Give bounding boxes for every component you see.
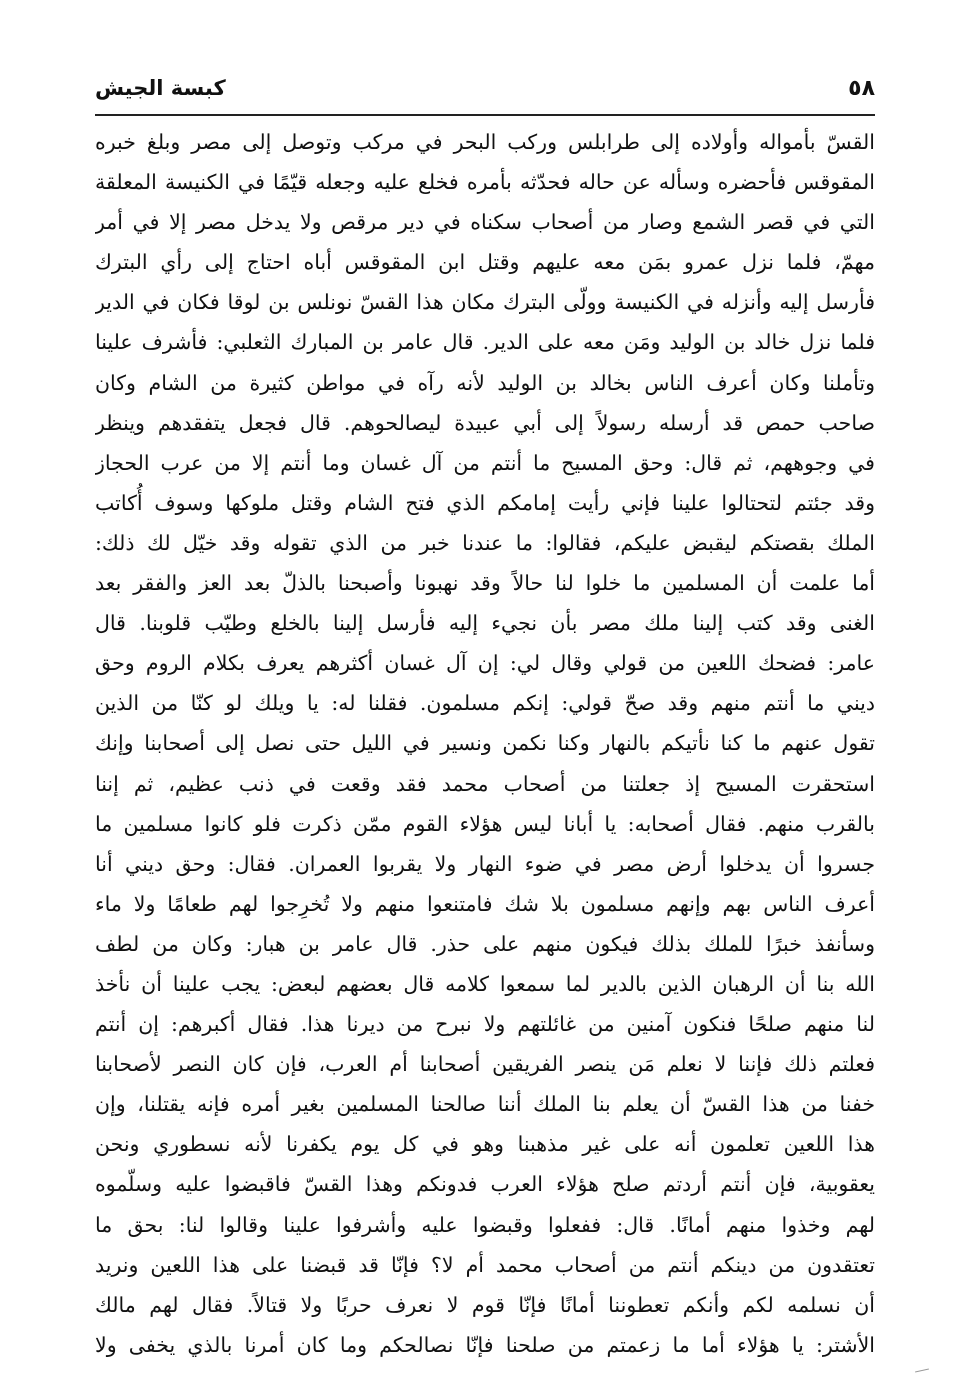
text-line: أن نسلمه لكم وأنكم تعطوننا أمانًا فإنّا قوم لا نعرف حربًا ولا قتالاً. فقال لهم مالك xyxy=(95,1292,875,1317)
page-header xyxy=(95,72,875,112)
text-line: المقوقس فأحضره وسأله عن حاله فحدّثه بأمره فخلع عليه وجعله قيّمًا في الكنيسة المعلقة xyxy=(95,170,875,195)
text-line: ديني ما أنتم منهم وقد صحّ قولي: إنكم مسلمون. فقلنا له: يا ويلك لو كنّا من الذين xyxy=(95,691,875,716)
text-line: فعلتم ذلك فإننا لا نعلم مَن ينصر الفريقين أصحابنا أم العرب، فإن كان النصر لأصحابنا xyxy=(95,1052,875,1077)
text-line: تعتقدون من دينكم أنتم من أصحاب محمد أم لا؟ فإنّا قد قبضنا على هذا اللعين ونريد xyxy=(95,1252,875,1277)
text-line: الغنى وقد كتب إلينا ملك مصر بأن نجيء إليه فأرسل إلينا بالخلع وطيّب قلوبنا. قال xyxy=(95,611,875,636)
text-line: هذا اللعين تعلمون أنه على غير مذهبنا وهو في كل يوم يكفرنا لأنه نسطوري ونحن xyxy=(95,1132,875,1157)
text-line: الله بنا أن الرهبان الذين بالدير لما سمعوا كلامه قال بعضهم لبعض: يجب علينا أن نأخذ xyxy=(95,971,875,996)
page-number: ٥٨ xyxy=(848,76,875,101)
text-line: صاحب حمص قد أرسله رسولاً إلى أبي عبيدة ليصالحوهم. قال فجعل يتفقدهم وينظر xyxy=(95,410,875,435)
text-line: خفنا من هذا القسّ أن يعلم بنا الملك أننا صالحنا المسلمين بغير أمره فإنه يقتلنا، وإن xyxy=(95,1092,875,1117)
text-line: القسّ بأمواله وأولاده إلى طرابلس وركب البحر في مركب وتوصل إلى مصر وبلغ خبره xyxy=(95,130,875,154)
text-line: وقد جئتم لتحتالوا علينا فإني رأيت إمامكم الذي فتح الشام وقتل ملوكها وسوف أُكاتب xyxy=(95,490,875,515)
body-text xyxy=(95,122,875,1365)
text-line: أما علمت أن المسلمين ما خلوا لنا حالاً وقد نهبونا وأصبحنا بالذلّ بعد العز والفقر بعد xyxy=(95,571,875,596)
running-title: كبسة الجيش xyxy=(95,76,226,100)
text-line: يعقوبية، فإن أنتم أردتم صلح هؤلاء العرب فدونكم وهذا القسّ فاقبضوا عليه وسلّموه xyxy=(95,1172,875,1197)
text-line: التي في قصر الشمع وصار من أصحاب سكناه في دير مرقص ولا يدخل مصر إلا في أمر xyxy=(95,210,875,235)
text-line: فأرسل إليه وأنزله في الكنيسة وولّى البترك مكان هذا القسّ نونلس بن لوقا فكان في الدير xyxy=(95,290,875,315)
text-line: أعرف الناس بهم وإنهم مسلمون بلا شك فامتنعوا منهم ولا تُخرِجوا لهم طعامًا ولا ماء xyxy=(95,891,875,916)
text-line: جسروا أن يدخلوا أرض مصر في ضوء النهار ولا يقربوا العمران. فقال: وحق ديني أنا xyxy=(95,851,875,876)
text-line: استحقرت المسيح إذ جعلتنا من أصحاب محمد فقد وقعت في ذنب عظيم، ثم إننا xyxy=(95,771,875,796)
text-line: الملك بقصتكم ليقبض عليكم، فقالوا: ما عندنا خبر من الذي تقوله وقد خيّل لك ذلك: xyxy=(95,530,875,555)
text-line: فلما نزل خالد بن الوليد ومَن معه على الدير. قال عامر بن المبارك الثعلبي: فأشرف علينا xyxy=(95,330,875,355)
text-line: عامر: فضحك اللعين من قولي وقال لي: إن آل غسان أكثرهم يعرف بكلام الروم وحق xyxy=(95,651,875,676)
text-line: بالقرب منهم. فقال أصحابه: يا أبانا ليس هؤلاء القوم ممّن ذكرت فلو كانوا مسلمين ما xyxy=(95,811,875,836)
text-line: لهم وخذوا منهم أمانًا. قال: ففعلوا وقبضوا عليه وأشرفوا علينا وقالوا لنا: بحق ما xyxy=(95,1212,875,1237)
header-divider xyxy=(95,114,875,116)
text-line: لنا منهم صلحًا فنكون آمنين من غائلتهم ولا نبرح من ديرنا هذا. فقال أكبرهم: إن أنتم xyxy=(95,1012,875,1037)
text-line: تقول عنهم ما كنا نأتيكم بالنهار وكنا نكمن ونسير في الليل حتى نصل إلى أصحابنا وإنك xyxy=(95,731,875,756)
scan-mark xyxy=(915,1369,929,1373)
text-line: مهمّ، فلما نزل عمرو بمَن معه عليهم وقتل ابن المقوقس أباه احتاج إلى رأي البترك xyxy=(95,250,875,275)
text-line: وسأنفذ خبرًا للملك بذلك فيكون منهم على حذر. قال عامر بن هبار: وكان من لطف xyxy=(95,931,875,956)
text-line: وتأملنا وكان أعرف الناس بخالد بن الوليد لأنه رآه في مواطن كثيرة من الشام وكان xyxy=(95,370,875,395)
text-line: في وجوههم، ثم قال: وحق المسيح ما أنتم من آل غسان وما أنتم إلا من عرب الحجاز xyxy=(95,450,875,475)
text-line: الأشتر: يا هؤلاء أما ما زعمتم من صلحنا فإنّا نصالحكم وما كان أمرنا بالذي يخفى ولا xyxy=(95,1332,875,1357)
